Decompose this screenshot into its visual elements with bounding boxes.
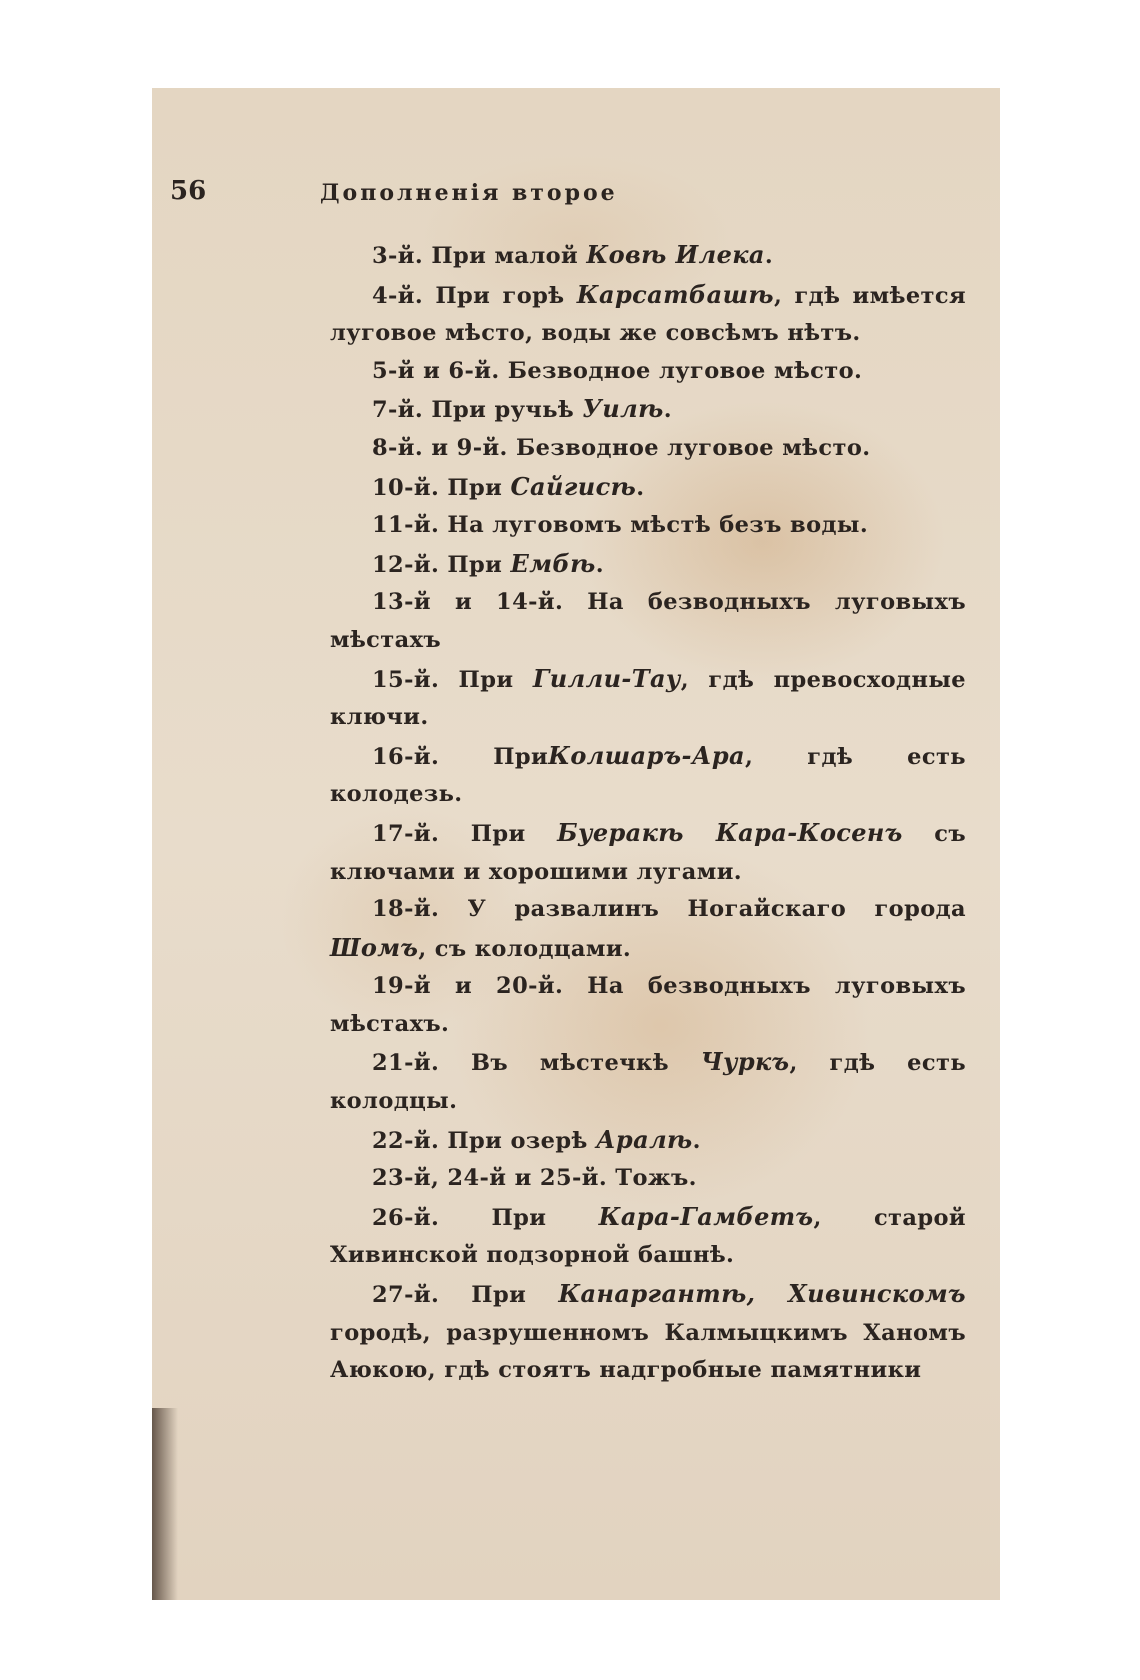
- entry-text: 13-й и 14-й. На безводныхъ луговыхъ мѣстахъ: [330, 589, 966, 653]
- entry-text: 18-й. У развалинъ Ногайскаго города: [372, 896, 966, 923]
- entry-text: .: [764, 243, 774, 269]
- entry-text: 26-й. При: [372, 1204, 599, 1231]
- itinerary-entry: [330, 1043, 966, 1120]
- entry-text: 16-й. При: [372, 743, 549, 770]
- entry-text: , гдѣ есть колодезь.: [330, 743, 966, 808]
- place-name: Канаргантѣ, Хивинскомъ: [558, 1279, 966, 1309]
- entry-text: 23-й, 24-й и 25-й. Тожъ.: [372, 1165, 697, 1192]
- itinerary-entry: [330, 891, 966, 968]
- entry-text: 3-й. При малой: [372, 243, 587, 269]
- place-name: Ковѣ Илека: [586, 240, 765, 269]
- entry-text: 19-й и 20-й. На безводныхъ луговыхъ мѣстахъ.: [330, 973, 966, 1037]
- place-name: Сайгисѣ: [510, 471, 637, 501]
- entry-text: 12-й. При: [372, 551, 511, 578]
- itinerary-entry: [330, 1198, 966, 1275]
- entry-text: , съ колодцами.: [418, 935, 632, 962]
- entry-text: 27-й. При: [372, 1282, 559, 1309]
- place-name: Колшаръ-Ара: [548, 740, 745, 770]
- entry-text: 22-й. При озерѣ: [372, 1127, 596, 1154]
- itinerary-entry: [330, 545, 966, 585]
- entry-text: .: [663, 397, 672, 424]
- entry-text: , гдѣ превосходные ключи.: [330, 666, 966, 731]
- place-name: Буеракѣ Кара-Косенъ: [557, 817, 903, 847]
- place-name: Шомъ: [330, 932, 419, 962]
- itinerary-entry: [330, 390, 966, 430]
- place-name: Уилѣ: [582, 394, 664, 424]
- itinerary-entry: [330, 968, 966, 1043]
- place-name: Ембѣ: [510, 548, 596, 578]
- place-name: Чуркъ: [700, 1047, 790, 1077]
- itinerary-entry: [330, 660, 966, 737]
- entry-text: , гдѣ есть колодцы.: [330, 1050, 966, 1115]
- place-name: Аралѣ: [595, 1124, 693, 1154]
- itinerary-entry: [330, 1275, 966, 1390]
- entry-text: 11-й. На луговомъ мѣстѣ безъ воды.: [372, 512, 869, 539]
- itinerary-entry: [330, 737, 966, 814]
- entry-text: 7-й. При ручьѣ: [372, 397, 583, 424]
- entry-text: 8-й. и 9-й. Безводное луговое мѣсто.: [372, 434, 871, 461]
- running-head: [170, 176, 810, 216]
- entry-text: .: [636, 474, 645, 501]
- itinerary-entry: [330, 584, 966, 659]
- page-number: 56: [170, 176, 207, 206]
- entry-text: 5-й и 6-й. Безводное луговое мѣсто.: [372, 357, 863, 384]
- place-name: Кара-Гамбетъ: [598, 1201, 814, 1231]
- entry-text: , гдѣ имѣется луговое мѣсто, воды же совсѣмъ нѣтъ.: [330, 282, 966, 347]
- itinerary-entry: [330, 468, 966, 508]
- itinerary-entry: [330, 1121, 966, 1161]
- running-head-title: Дополненiя второе: [320, 180, 618, 206]
- itinerary-entry: [330, 814, 966, 891]
- entry-text: 4-й. При горѣ: [372, 282, 577, 309]
- entry-text: 21-й. Въ мѣстечкѣ: [372, 1050, 701, 1077]
- itinerary-list: [330, 236, 966, 1390]
- itinerary-entry: [330, 276, 966, 353]
- place-name: Гилли-Тау: [532, 663, 681, 693]
- entry-text: 17-й. При: [372, 820, 558, 847]
- itinerary-entry: [330, 353, 966, 391]
- page-edge-shadow: [152, 1408, 178, 1600]
- entry-text: , старой Хивинской подзорной башнѣ.: [330, 1204, 967, 1269]
- place-name: Карсатбашѣ: [576, 279, 774, 309]
- itinerary-entry: [330, 1160, 966, 1198]
- entry-text: городѣ, разрушенномъ Калмыцкимъ Ханомъ Аюкою, гдѣ стоятъ надгробные памятники: [330, 1319, 966, 1384]
- entry-text: .: [595, 551, 604, 578]
- entry-text: съ ключами и хорошими лугами.: [330, 820, 967, 885]
- itinerary-entry: [330, 430, 966, 468]
- itinerary-entry: [330, 507, 966, 545]
- itinerary-entry: [330, 236, 966, 276]
- entry-text: .: [692, 1127, 701, 1154]
- entry-text: 10-й. При: [372, 474, 511, 501]
- entry-text: 15-й. При: [372, 666, 533, 693]
